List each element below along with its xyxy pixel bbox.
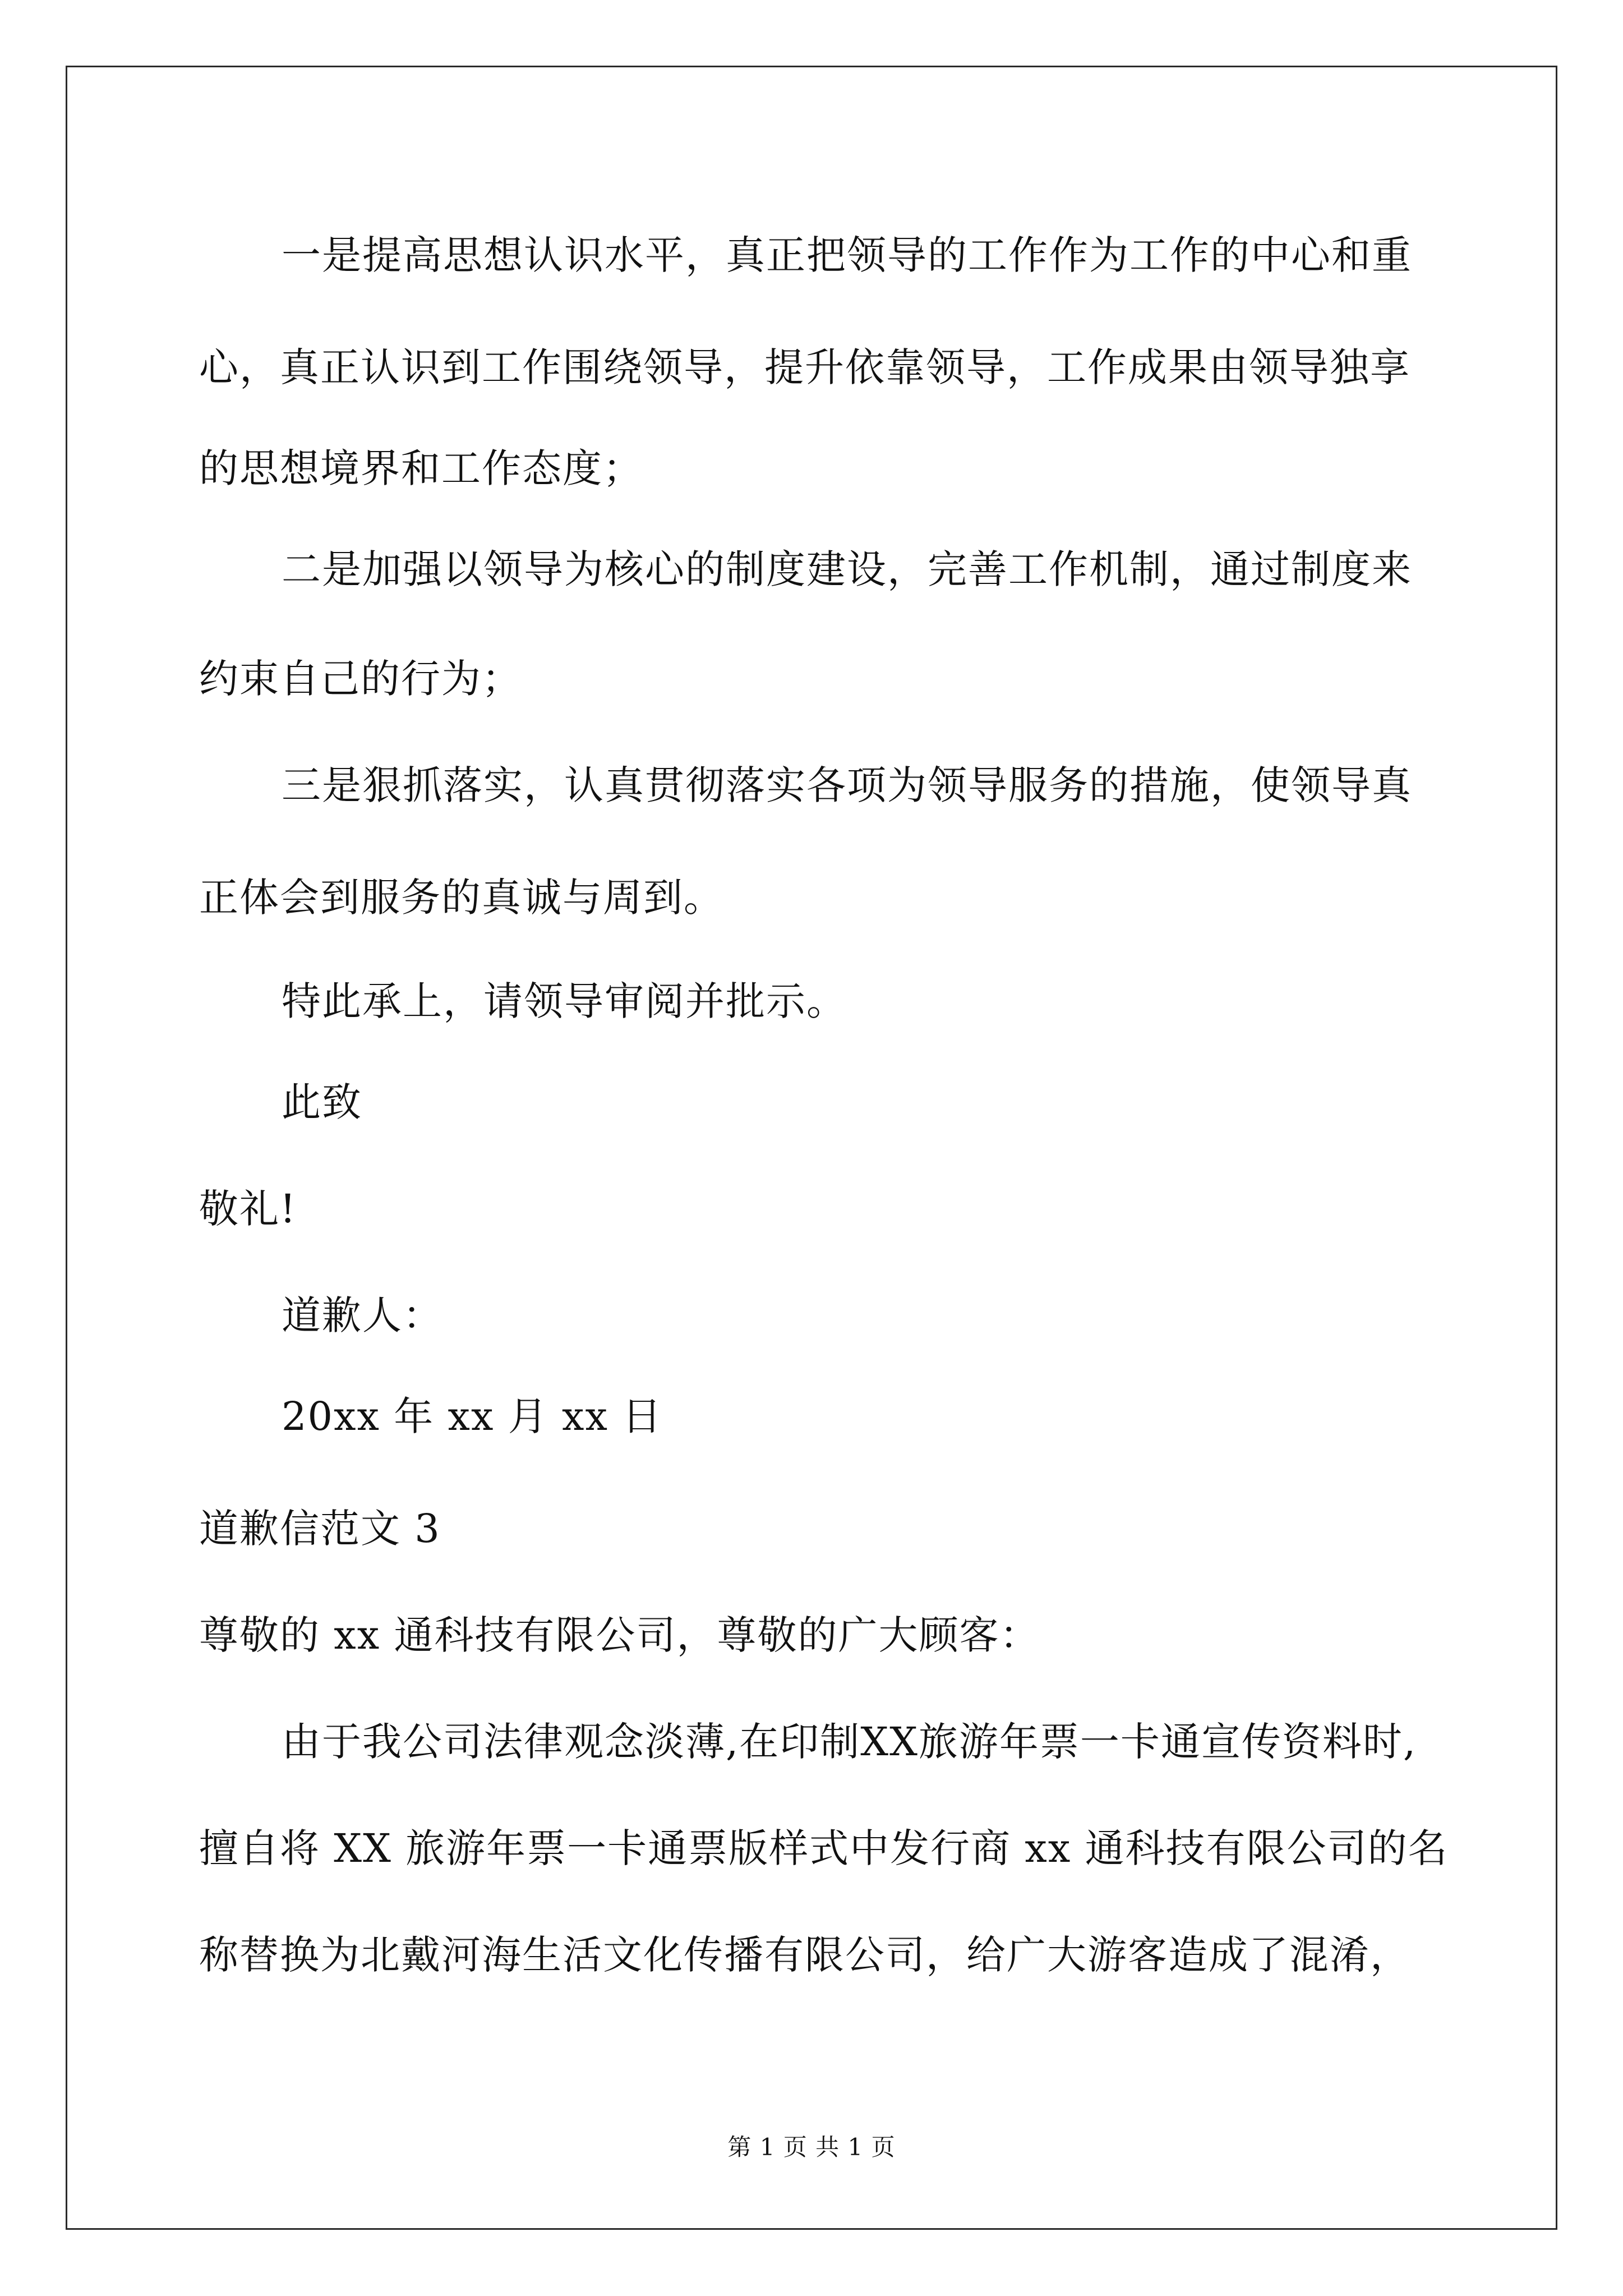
section-title: 道歉信范文 3 [199, 1506, 441, 1552]
paragraph-line: 正体会到服务的真诚与周到。 [199, 875, 724, 921]
paragraph-line: 二是加强以领导为核心的制度建设，完善工作机制，通过制度来 [282, 546, 1412, 592]
salutation-line: 此致 [282, 1079, 362, 1125]
paragraph-line: 由于我公司法律观念淡薄,在印制XX旅游年票一卡通宣传资料时, [282, 1719, 1417, 1765]
paragraph-line: 称替换为北戴河海生活文化传播有限公司，给广大游客造成了混淆， [199, 1932, 1410, 1978]
paragraph-line: 约束自己的行为； [199, 656, 522, 702]
paragraph-line: 一是提高思想认识水平，真正把领导的工作作为工作的中心和重 [282, 232, 1412, 278]
signature-label: 道歉人： [282, 1292, 443, 1338]
page-footer: 第 1 页 共 1 页 [727, 2133, 896, 2161]
paragraph-line: 心，真正认识到工作围绕领导，提升依靠领导，工作成果由领导独享 [199, 344, 1410, 390]
paragraph-line: 擅自将 XX 旅游年票一卡通票版样式中发行商 xx 通科技有限公司的名 [199, 1825, 1449, 1871]
paragraph-line: 三是狠抓落实，认真贯彻落实各项为领导服务的措施，使领导真 [282, 762, 1412, 808]
date-line: 20xx 年 xx 月 xx 日 [282, 1393, 663, 1439]
closing-line: 敬礼! [199, 1186, 297, 1232]
paragraph-line: 特此承上，请领导审阅并批示。 [282, 978, 847, 1024]
paragraph-line: 的思想境界和工作态度； [199, 445, 643, 491]
greeting-line: 尊敬的 xx 通科技有限公司，尊敬的广大顾客： [199, 1612, 1040, 1658]
